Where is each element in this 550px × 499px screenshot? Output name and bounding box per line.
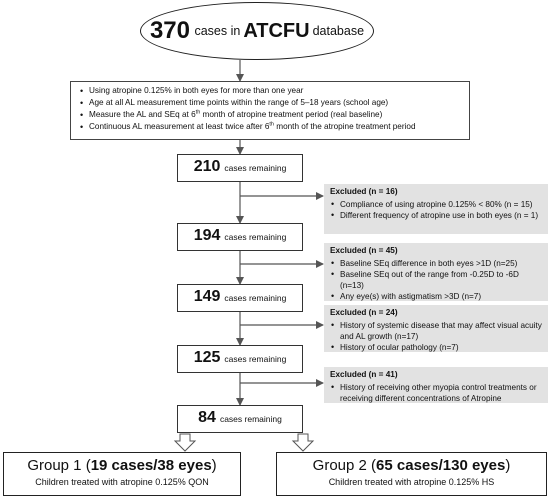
exclusion-item: • Compliance of using atropine 0.125% < 80% (n = 15)	[340, 199, 543, 210]
inclusion-criteria-box	[70, 81, 470, 140]
source-count: 370	[149, 17, 190, 44]
stage-count: 125	[193, 349, 221, 366]
stage-box-4	[177, 345, 303, 373]
exclusion-header: Excluded (n = 16)	[330, 187, 398, 196]
stage-box-5	[177, 405, 303, 433]
exclusion-header: Excluded (n = 24)	[330, 308, 398, 317]
group-name: Group 2	[312, 457, 367, 474]
exclusion-list	[330, 258, 543, 302]
stage-box-2	[177, 223, 303, 251]
group-block-arrow	[175, 434, 195, 451]
stage-label: cases remaining	[224, 354, 287, 364]
group-block-arrow	[293, 434, 313, 451]
criterion-item	[89, 97, 463, 109]
source-pre-text: cases in	[194, 24, 241, 38]
exclusion-item: • History of ocular pathology (n=7)	[340, 342, 543, 353]
criterion-text: month of atropine treatment period (real baseline)	[200, 110, 383, 119]
stage-count: 194	[193, 227, 221, 244]
stage-count: 149	[193, 288, 221, 305]
criterion-text: Using atropine 0.125% in both eyes for more than one year	[89, 86, 304, 95]
stage-box-1	[177, 154, 303, 182]
exclusion-list	[330, 199, 543, 221]
exclusion-box-3	[324, 305, 548, 352]
source-database-name: ATCFU	[243, 19, 310, 42]
criterion-text: month of the atropine treatment period	[273, 122, 416, 131]
criterion-item	[89, 121, 463, 133]
exclusion-item: • Different frequency of atropine use in both eyes (n = 1)	[340, 210, 543, 221]
criterion-superscript: th	[195, 109, 201, 116]
group-1-box	[3, 452, 241, 496]
stage-label: cases remaining	[224, 293, 287, 303]
exclusion-item: • Any eye(s) with astigmatism >3D (n=7)	[340, 291, 543, 302]
criterion-text: Age at all AL measurement time points within the range of 5–18 years (school age)	[89, 98, 389, 107]
group-2-box	[276, 452, 547, 496]
stage-label: cases remaining	[224, 163, 287, 173]
group-counts: 19 cases/38 eyes	[90, 457, 212, 474]
exclusion-box-2	[324, 243, 548, 301]
stage-count: 84	[198, 409, 216, 426]
criterion-superscript: th	[269, 121, 274, 128]
group-heading: Group 1 (19 cases/38 eyes)	[27, 457, 217, 474]
exclusion-box-4	[324, 367, 548, 403]
group-name: Group 1	[27, 457, 82, 474]
group-heading: Group 2 (65 cases/130 eyes)	[312, 457, 511, 474]
exclusion-item: • Baseline SEq out of the range from -0.25D to -6D (n=13)	[340, 269, 543, 291]
exclusion-header: Excluded (n = 41)	[330, 370, 398, 379]
exclusion-item: • Baseline SEq difference in both eyes >1D (n=25)	[340, 258, 543, 269]
group-description: Children treated with atropine 0.125% QON	[35, 477, 209, 487]
criterion-item	[89, 109, 463, 121]
exclusion-item: • History of receiving other myopia control treatments or receiving different concentrations of Atropine	[340, 382, 543, 404]
stage-label: cases remaining	[219, 414, 282, 424]
exclusion-header: Excluded (n = 45)	[330, 246, 398, 255]
criterion-item	[89, 85, 463, 97]
source-database-node	[140, 2, 374, 60]
group-counts: 65 cases/130 eyes	[376, 457, 506, 474]
criterion-text: Continuous AL measurement at least twice after 6	[89, 122, 270, 131]
exclusion-item: • History of systemic disease that may affect visual acuity and AL growth (n=17)	[340, 320, 543, 342]
inclusion-criteria-list	[79, 85, 463, 133]
stage-count: 210	[193, 158, 221, 175]
exclusion-list	[330, 382, 543, 404]
exclusion-list	[330, 320, 543, 353]
source-post-text: database	[312, 24, 365, 38]
stage-label: cases remaining	[224, 232, 287, 242]
stage-box-3	[177, 284, 303, 312]
group-description: Children treated with atropine 0.125% HS	[328, 477, 495, 487]
exclusion-box-1	[324, 184, 548, 234]
criterion-text: Measure the AL and SEq at 6	[89, 110, 196, 119]
